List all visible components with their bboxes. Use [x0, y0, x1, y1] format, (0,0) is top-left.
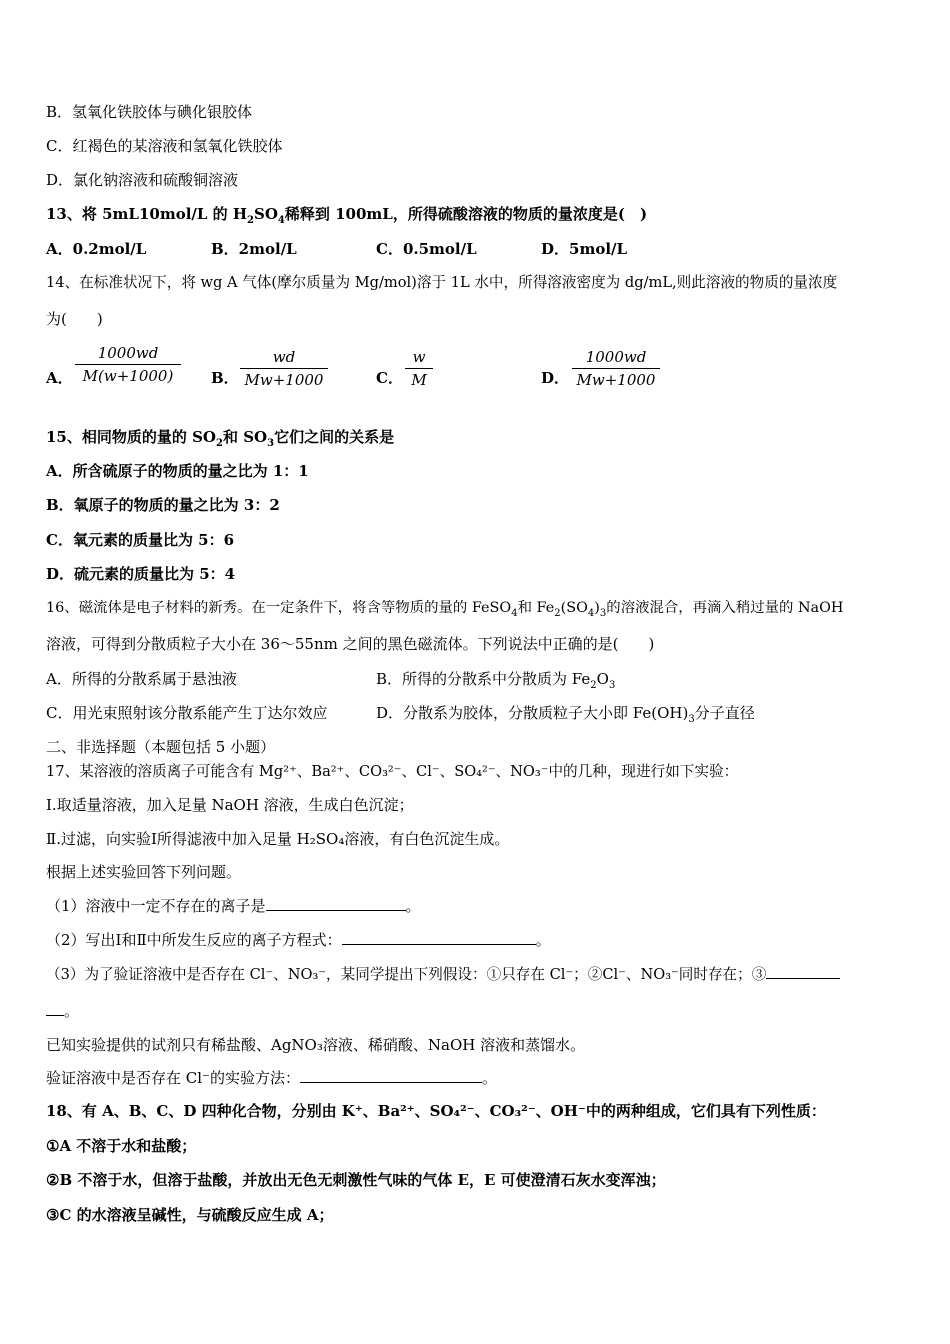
q14-option-a-denominator: M(w+1000)	[82, 367, 174, 385]
q13-option-b: B．2mol/L	[211, 240, 297, 258]
q18-property-1: ①A 不溶于水和盐酸；	[46, 1137, 197, 1155]
q14-option-c-fraction	[405, 346, 433, 391]
q14-option-a-fraction	[75, 342, 181, 387]
q14-option-d-label: D．	[541, 369, 570, 387]
q14-stem-line1: 14、在标准状况下，将 wg A 气体(摩尔质量为 Mg/mol)溶于 1L 水中，所得溶液密度为 dg/mL,则此溶液的物质的量浓度	[46, 274, 838, 291]
answer-blank	[766, 964, 840, 979]
answer-blank	[300, 1068, 482, 1083]
q15-option-a: A．所含硫原子的物质的量之比为 1：1	[46, 462, 309, 480]
q15-option-c: C．氧元素的质量比为 5：6	[46, 531, 235, 549]
q14-option-b-denominator: Mw+1000	[244, 371, 324, 389]
q17-part-2: （2）写出Ⅰ和Ⅱ中所发生反应的离子方程式： 。	[46, 931, 551, 949]
q18-property-2: ②B 不溶于水，但溶于盐酸，并放出无色无刺激性气味的气体 E，E 可使澄清石灰水变浑浊；	[46, 1171, 666, 1189]
answer-blank	[46, 1001, 64, 1016]
q12-option-d: D．氯化钠溶液和硫酸铜溶液	[46, 171, 239, 189]
q18-stem: 18、有 A、B、C、D 四种化合物，分别由 K⁺、Ba²⁺、SO₄²⁻、CO₃²⁻、OH⁻中的两种组成，它们具有下列性质：	[46, 1102, 826, 1120]
section-heading: 二、非选择题（本题包括 5 小题）	[46, 738, 276, 756]
q14-option-c-label: C．	[376, 369, 403, 387]
q18-property-3: ③C 的水溶液呈碱性，与硫酸反应生成 A；	[46, 1206, 334, 1224]
q12-option-c: C．红褐色的某溶液和氢氧化铁胶体	[46, 137, 283, 155]
q14-option-d-numerator: 1000wd	[585, 348, 647, 366]
q15-option-d: D．硫元素的质量比为 5：4	[46, 565, 236, 583]
answer-blank	[266, 896, 406, 911]
q17-part-1: （1）溶液中一定不存在的离子是 。	[46, 897, 421, 915]
answer-blank	[342, 930, 536, 945]
q15-option-b: B．氧原子的物质的量之比为 3：2	[46, 496, 280, 514]
q17-experiment-1: Ⅰ.取适量溶液，加入足量 NaOH 溶液，生成白色沉淀；	[46, 796, 414, 814]
q14-option-b-fraction	[240, 346, 328, 391]
q13-option-d: D．5mol/L	[541, 240, 628, 258]
q14-option-a-numerator: 1000wd	[97, 344, 159, 362]
q13-option-c: C．0.5mol/L	[376, 240, 477, 258]
q16-option-d: D．分散系为胶体，分散质粒子大小即 $Fe(OH)_3$分子直径	[376, 704, 755, 725]
q17-method: 验证溶液中是否存在 Cl⁻的实验方法： 。	[46, 1069, 497, 1087]
q16-stem-line1: 16、磁流体是电子材料的新秀。在一定条件下，将含等物质的量的 FeSO$_4$和 $Fe_2(SO_4)_3$的溶液混合，再滴入稍过量的 NaOH	[46, 600, 844, 619]
q15-stem: 15、相同物质的量的 $SO_2$和 $SO_3$它们之间的关系是	[46, 428, 395, 449]
q16-option-a: A．所得的分散系属于悬浊液	[46, 670, 237, 688]
q16-option-c: C．用光束照射该分散系能产生丁达尔效应	[46, 704, 328, 722]
q17-reagents: 已知实验提供的试剂只有稀盐酸、AgNO₃溶液、稀硝酸、NaOH 溶液和蒸馏水。	[46, 1036, 586, 1054]
q13-stem: 13、将 5mL10mol/L 的 $H_2SO_4$稀释到 100mL，所得硫酸溶液的物质的量浓度是( )	[46, 205, 648, 226]
q14-option-b-label: B．	[211, 369, 239, 387]
q17-intro: 根据上述实验回答下列问题。	[46, 863, 242, 881]
q14-option-d-denominator: Mw+1000	[576, 371, 656, 389]
q17-stem: 17、某溶液的溶质离子可能含有 Mg²⁺、Ba²⁺、CO₃²⁻、Cl⁻、SO₄²⁻、NO₃⁻中的几种，现进行如下实验：	[46, 763, 739, 780]
q16-stem-line2: 溶液，可得到分散质粒子大小在 36～55nm 之间的黑色磁流体。下列说法中正确的是( )	[46, 635, 655, 653]
q14-option-c-denominator: M	[411, 371, 427, 389]
q14-option-c-numerator: w	[412, 348, 426, 366]
q17-part-3-cont: 。	[46, 1001, 79, 1021]
q14-option-b-numerator: wd	[272, 348, 296, 366]
q12-option-b: B．氢氧化铁胶体与碘化银胶体	[46, 103, 253, 121]
q16-option-b: B．所得的分散系中分散质为 $Fe_2O_3$	[376, 670, 616, 691]
q17-part-3: （3）为了验证溶液中是否存在 Cl⁻、NO₃⁻，某同学提出下列假设：①只存在 Cl⁻；②Cl⁻、NO₃⁻同时存在；③	[46, 964, 840, 985]
q14-option-a-label: A．	[46, 369, 73, 387]
q14-stem-line2: 为( )	[46, 310, 103, 328]
q17-experiment-2: Ⅱ.过滤，向实验Ⅰ所得滤液中加入足量 H₂SO₄溶液，有白色沉淀生成。	[46, 830, 510, 848]
q14-option-d-fraction	[572, 346, 660, 391]
q13-option-a: A．0.2mol/L	[46, 240, 147, 258]
